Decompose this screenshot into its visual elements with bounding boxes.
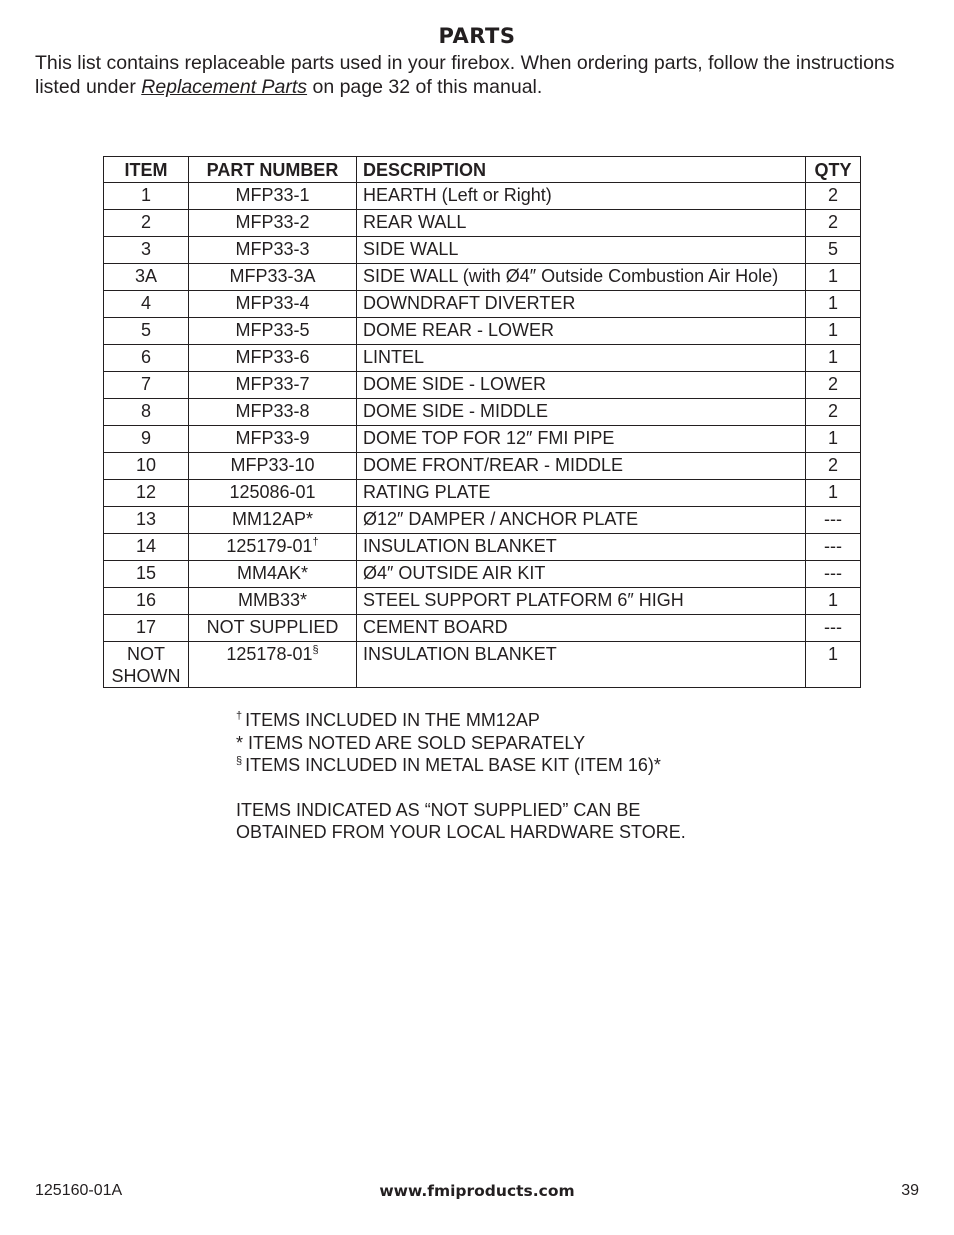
- header-qty: QTY: [806, 157, 861, 183]
- header-part-number: PART NUMBER: [189, 157, 357, 183]
- table-row: [104, 480, 861, 507]
- note-section: § ITEMS INCLUDED IN METAL BASE KIT (ITEM 16)*: [236, 755, 661, 775]
- item-cell: 1: [104, 183, 189, 210]
- part-number-cell: [189, 372, 357, 399]
- part-number-text: MFP33-2: [235, 212, 310, 232]
- table-row: [104, 453, 861, 480]
- table-header-row: [104, 157, 861, 183]
- part-number-cell: [189, 588, 357, 615]
- qty-cell: ---: [806, 615, 861, 642]
- item-cell: 5: [104, 318, 189, 345]
- header-item: ITEM: [104, 157, 189, 183]
- qty-cell: ---: [806, 561, 861, 588]
- table-row: [104, 561, 861, 588]
- part-number-text: MFP33-9: [235, 428, 310, 448]
- part-number-text: MM4AK*: [236, 563, 308, 583]
- description-cell: DOME SIDE - MIDDLE: [357, 399, 806, 426]
- part-number-cell: [189, 291, 357, 318]
- qty-cell: 2: [806, 399, 861, 426]
- table-row: [104, 345, 861, 372]
- description-cell: DOME SIDE - LOWER: [357, 372, 806, 399]
- description-cell: CEMENT BOARD: [357, 615, 806, 642]
- part-number-cell: [189, 642, 357, 688]
- item-cell: 15: [104, 561, 189, 588]
- item-cell: 9: [104, 426, 189, 453]
- description-cell: STEEL SUPPORT PLATFORM 6″ HIGH: [357, 588, 806, 615]
- part-number-cell: [189, 345, 357, 372]
- intro-paragraph: [35, 51, 930, 99]
- qty-cell: 2: [806, 210, 861, 237]
- part-number-text: MFP33-6: [235, 347, 310, 367]
- qty-cell: ---: [806, 507, 861, 534]
- item-cell: 8: [104, 399, 189, 426]
- description-cell: DOWNDRAFT DIVERTER: [357, 291, 806, 318]
- table-row: [104, 237, 861, 264]
- parts-table-body: [104, 183, 861, 688]
- item-cell: 10: [104, 453, 189, 480]
- header-description: DESCRIPTION: [357, 157, 806, 183]
- table-row: [104, 588, 861, 615]
- section-symbol: §: [236, 755, 243, 767]
- part-number-text: 125086-01: [229, 482, 316, 502]
- part-number-cell: [189, 426, 357, 453]
- part-number-text: MFP33-7: [235, 374, 310, 394]
- qty-cell: 1: [806, 426, 861, 453]
- description-cell: INSULATION BLANKET: [357, 642, 806, 688]
- item-cell: 3A: [104, 264, 189, 291]
- page-title: PARTS: [438, 24, 516, 48]
- description-cell: DOME TOP FOR 12″ FMI PIPE: [357, 426, 806, 453]
- qty-cell: 1: [806, 318, 861, 345]
- part-number-cell: [189, 264, 357, 291]
- part-number-text: MFP33-3: [235, 239, 310, 259]
- note-not-supplied-line-2: OBTAINED FROM YOUR LOCAL HARDWARE STORE.: [236, 822, 686, 842]
- table-row: [104, 399, 861, 426]
- part-number-text: MFP33-3A: [229, 266, 316, 286]
- part-number-cell: [189, 183, 357, 210]
- qty-cell: 1: [806, 264, 861, 291]
- description-cell: Ø4″ OUTSIDE AIR KIT: [357, 561, 806, 588]
- part-number-text: MFP33-10: [230, 455, 315, 475]
- part-number-cell: [189, 237, 357, 264]
- part-number-text: MFP33-1: [235, 185, 310, 205]
- table-row: [104, 183, 861, 210]
- part-number-text: MFP33-4: [235, 293, 310, 313]
- description-cell: DOME FRONT/REAR - MIDDLE: [357, 453, 806, 480]
- table-row: [104, 507, 861, 534]
- description-cell: LINTEL: [357, 345, 806, 372]
- website-link[interactable]: www.fmiproducts.com: [379, 1182, 575, 1200]
- intro-text-start: This list contains replaceable parts used in your firebox. When ordering parts, follow the instructions listed under: [35, 52, 895, 98]
- page-number: 39: [901, 1182, 919, 1199]
- item-cell: 14: [104, 534, 189, 561]
- description-cell: REAR WALL: [357, 210, 806, 237]
- note-star: * ITEMS NOTED ARE SOLD SEPARATELY: [236, 732, 586, 753]
- intro-text-end: on page 32 of this manual.: [307, 76, 543, 98]
- qty-cell: 1: [806, 345, 861, 372]
- document-number: 125160-01A: [35, 1182, 123, 1199]
- table-row: [104, 534, 861, 561]
- description-cell: Ø12″ DAMPER / ANCHOR PLATE: [357, 507, 806, 534]
- part-number-text: MM12AP*: [231, 509, 314, 529]
- section-mark: §: [312, 644, 319, 656]
- description-cell: DOME REAR - LOWER: [357, 318, 806, 345]
- item-cell: 4: [104, 291, 189, 318]
- part-number-text: MFP33-5: [235, 320, 310, 340]
- item-cell: 13: [104, 507, 189, 534]
- qty-cell: 1: [806, 588, 861, 615]
- replacement-parts-reference: Replacement Parts: [141, 76, 308, 98]
- part-number-text: 125179-01: [226, 536, 313, 556]
- note-not-supplied-line-1: ITEMS INDICATED AS “NOT SUPPLIED” CAN BE: [236, 799, 641, 820]
- table-row: [104, 426, 861, 453]
- part-number-cell: [189, 615, 357, 642]
- description-cell: SIDE WALL (with Ø4″ Outside Combustion Air Hole): [357, 264, 806, 291]
- qty-cell: 2: [806, 372, 861, 399]
- part-number-cell: [189, 210, 357, 237]
- item-cell: 6: [104, 345, 189, 372]
- item-cell: 2: [104, 210, 189, 237]
- note-dagger: † ITEMS INCLUDED IN THE MM12AP: [236, 710, 540, 730]
- item-cell: 16: [104, 588, 189, 615]
- table-row: [104, 642, 861, 688]
- footnotes: [236, 709, 686, 844]
- parts-table: [103, 156, 861, 688]
- qty-cell: 1: [806, 480, 861, 507]
- description-cell: INSULATION BLANKET: [357, 534, 806, 561]
- part-number-cell: [189, 453, 357, 480]
- part-number-cell: [189, 318, 357, 345]
- part-number-text: MMB33*: [237, 590, 308, 610]
- item-line-1: NOT: [127, 644, 165, 664]
- qty-cell: 1: [806, 642, 861, 688]
- qty-cell: 5: [806, 237, 861, 264]
- part-number-cell: [189, 399, 357, 426]
- item-line-2: SHOWN: [111, 666, 181, 686]
- part-number-text: MFP33-8: [235, 401, 310, 421]
- part-number-cell: [189, 507, 357, 534]
- item-cell: 17: [104, 615, 189, 642]
- table-row: [104, 210, 861, 237]
- qty-cell: 2: [806, 453, 861, 480]
- table-row: [104, 264, 861, 291]
- item-cell: 12: [104, 480, 189, 507]
- item-cell: 3: [104, 237, 189, 264]
- description-cell: HEARTH (Left or Right): [357, 183, 806, 210]
- table-row: [104, 615, 861, 642]
- part-number-cell: [189, 534, 357, 561]
- item-cell: [104, 642, 189, 688]
- description-cell: RATING PLATE: [357, 480, 806, 507]
- qty-cell: ---: [806, 534, 861, 561]
- part-number-cell: [189, 480, 357, 507]
- table-row: [104, 372, 861, 399]
- footnote-mark: †: [312, 536, 319, 548]
- description-cell: SIDE WALL: [357, 237, 806, 264]
- qty-cell: 2: [806, 183, 861, 210]
- part-number-text: NOT SUPPLIED: [206, 617, 339, 637]
- part-number-cell: [189, 561, 357, 588]
- table-row: [104, 318, 861, 345]
- qty-cell: 1: [806, 291, 861, 318]
- part-number-text: 125178-01: [226, 644, 313, 664]
- item-cell: 7: [104, 372, 189, 399]
- table-row: [104, 291, 861, 318]
- dagger-symbol: †: [236, 710, 243, 722]
